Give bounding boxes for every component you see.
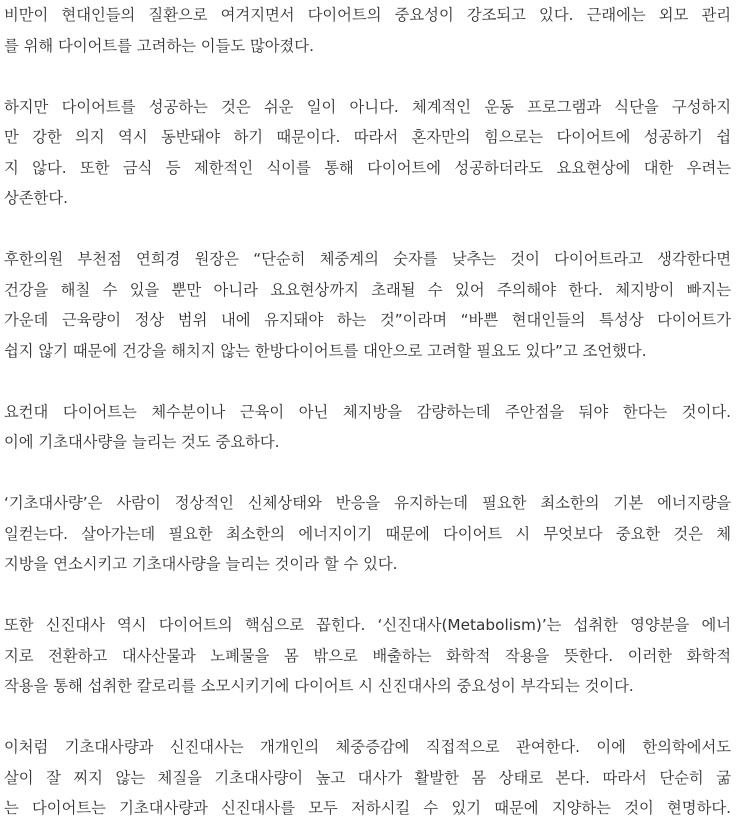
- text-line: 지 않다. 또한 금식 등 제한적인 식이를 통해 다이어트에 성공하더라도 요요현상에 대한 우려는: [4, 158, 731, 177]
- text-line: 하지만 다이어트를 성공하는 것은 쉬운 일이 아니다. 체계적인 운동 프로그램과 식단을 구성하지: [4, 97, 731, 116]
- paragraph-intro: [4, 0, 731, 61]
- text-line: 건강을 해칠 수 있을 뿐만 아니라 요요현상까지 초래될 수 있어 주의해야 한다. 체지방이 빠지는: [4, 280, 731, 299]
- text-line: 지방을 연소시키고 기초대사량을 늘리는 것이라 할 수 있다.: [4, 555, 398, 573]
- paragraph-metabolism: [4, 610, 731, 702]
- paragraph-body-fat: [4, 397, 731, 458]
- paragraph-difficulty: [4, 92, 731, 214]
- text-line: 를 위해 다이어트를 고려하는 이들도 많아졌다.: [4, 36, 314, 55]
- article-body: [4, 0, 731, 824]
- text-line: 작용을 통해 섭취한 칼로리를 소모시키기에 다이어트 시 신진대사의 중요성이 부각되는 것이다.: [4, 677, 634, 695]
- text-line: 는 다이어트는 기초대사량과 신진대사를 모두 저하시킬 수 있기 때문에 지양하는 것이 현명하다.: [4, 799, 731, 817]
- paragraph-conclusion: [4, 732, 731, 824]
- text-line: 후한의원 부천점 연희경 원장은 “단순히 체중계의 숫자를 낮추는 것이 다이어트라고 생각한다면: [4, 250, 731, 268]
- paragraph-doctor-quote: [4, 244, 731, 366]
- text-line: 쉽지 않기 때문에 건강을 해치지 않는 한방다이어트를 대안으로 고려할 필요도 있다”고 조언했다.: [4, 341, 647, 360]
- text-line: 일컫는다. 살아가는데 필요한 최소한의 에너지이기 때문에 다이어트 시 무엇보다 중요한 것은 체: [4, 524, 731, 543]
- text-line: 상존한다.: [4, 189, 68, 207]
- text-line: ‘기초대사량’은 사람이 정상적인 신체상태와 반응을 유지하는데 필요한 최소한의 기본 에너지량을: [4, 494, 731, 512]
- text-line: 요컨대 다이어트는 체수분이나 근육이 아닌 체지방을 감량하는데 주안점을 둬야 한다는 것이다.: [4, 402, 731, 421]
- text-line: 또한 신진대사 역시 다이어트의 핵심으로 꼽힌다. ‘신진대사(Metabolism)’는 섭취한 영양분을 에너: [4, 616, 731, 634]
- text-line: 만 강한 의지 역시 동반돼야 하기 때문이다. 따라서 혼자만의 힘으로는 다이어트에 성공하기 쉽: [4, 128, 731, 146]
- text-line: 이에 기초대사량을 늘리는 것도 중요하다.: [4, 433, 280, 451]
- text-line: 이처럼 기초대사량과 신진대사는 개개인의 체중증감에 직접적으로 관여한다. 이에 한의학에서도: [4, 738, 731, 756]
- text-line: 비만이 현대인들의 질환으로 여겨지면서 다이어트의 중요성이 강조되고 있다. 근래에는 외모 관리: [4, 6, 731, 24]
- paragraph-basal-metabolism: [4, 488, 731, 580]
- text-line: 가운데 근육량이 정상 범위 내에 유지돼야 하는 것”이라며 “바쁜 현대인들의 특성상 다이어트가: [4, 311, 731, 329]
- text-line: 지로 전환하고 대사산물과 노폐물을 몸 밖으로 배출하는 화학적 작용을 뜻한다. 이러한 화학적: [4, 646, 731, 665]
- text-line: 살이 잘 찌지 않는 체질을 기초대사량이 높고 대사가 활발한 몸 상태로 본다. 따라서 단순히 굶: [4, 768, 731, 787]
